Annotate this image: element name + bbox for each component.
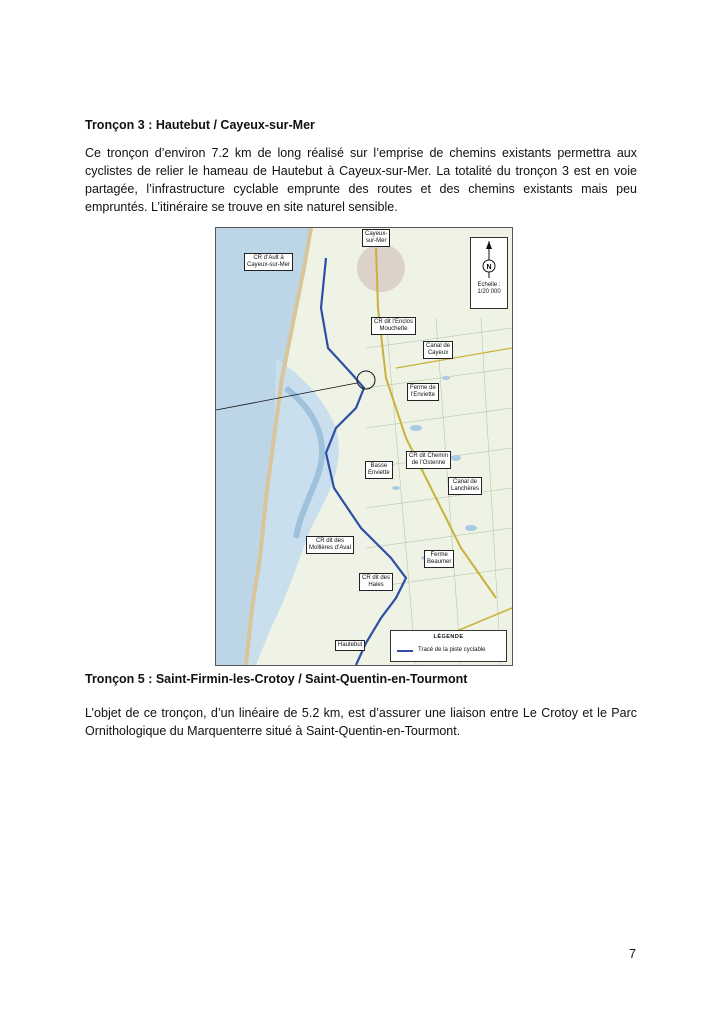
locator-circle bbox=[357, 371, 375, 389]
north-arrow-box bbox=[470, 237, 508, 309]
legend-title: LÉGENDE bbox=[433, 634, 464, 640]
label-cr-enclos: CR dit l’Enclos Mouchette bbox=[371, 317, 416, 335]
legend-route-swatch bbox=[397, 650, 413, 652]
label-cr-ault: CR d’Ault à Cayeux-sur-Mer bbox=[244, 253, 293, 271]
section-paragraph-troncon-5 bbox=[85, 704, 637, 740]
field-grid bbox=[366, 318, 512, 665]
section-paragraph-troncon-3 bbox=[85, 144, 637, 216]
label-canal-cayeux: Canal de Cayeux bbox=[423, 341, 453, 359]
paragraph-line: Ce tronçon d’environ 7.2 km de long réalisé sur l’emprise de chemins existants permettra aux bbox=[85, 146, 637, 160]
label-cr-haies: CR dit des Haies bbox=[359, 573, 393, 591]
label-cr-ostenne: CR dit Chemin de l’Ostenne bbox=[406, 451, 451, 469]
north-arrow-icon bbox=[471, 238, 507, 282]
paragraph-line: partagée, l’infrastructure cyclable emprunte des routes et des chemins existants mais peu bbox=[85, 182, 637, 196]
label-cayeux: Cayeux- sur-Mer bbox=[362, 229, 390, 247]
label-canal-lanchares: Canal de Lanchères bbox=[448, 477, 482, 495]
label-ferme-enviette: Ferme de l’Enviette bbox=[407, 383, 439, 401]
paragraph-line: L’objet de ce tronçon, d’un linéaire de 5.2 km, est d’assurer une liaison entre Le Crotoy et le Parc bbox=[85, 706, 637, 720]
map-scale: Echelle : 1/20 000 bbox=[477, 282, 501, 295]
road-secondary bbox=[396, 348, 512, 368]
route-map bbox=[215, 227, 513, 666]
north-letter: N bbox=[486, 264, 492, 271]
label-ferme-beaumer: Ferme Beaumer bbox=[424, 550, 454, 568]
page-number: 7 bbox=[629, 947, 636, 961]
paragraph-line: Ornithologique du Marquenterre situé à Saint-Quentin-en-Tourmont. bbox=[85, 724, 461, 738]
legend-route-label: Tracé de la piste cyclable bbox=[418, 647, 486, 653]
label-basse-enviette: Basse Enviette bbox=[365, 461, 393, 479]
label-hautebut: Hautebut bbox=[335, 640, 365, 651]
section-heading-troncon-3: Tronçon 3 : Hautebut / Cayeux-sur-Mer bbox=[85, 118, 315, 132]
paragraph-line: empruntés. L’itinéraire se trouve en site naturel sensible. bbox=[85, 200, 398, 214]
paragraph-line: cyclistes de relier le hameau de Hautebut à Cayeux-sur-Mer. La totalité du tronçon 3 est en voie bbox=[85, 164, 637, 178]
map-legend bbox=[390, 630, 507, 662]
label-cr-mollieres: CR dit des Mollières d’Aval bbox=[306, 536, 354, 554]
map-background bbox=[216, 228, 512, 665]
town-area bbox=[357, 244, 405, 292]
section-heading-troncon-5: Tronçon 5 : Saint-Firmin-les-Crotoy / Saint-Quentin-en-Tourmont bbox=[85, 672, 468, 686]
